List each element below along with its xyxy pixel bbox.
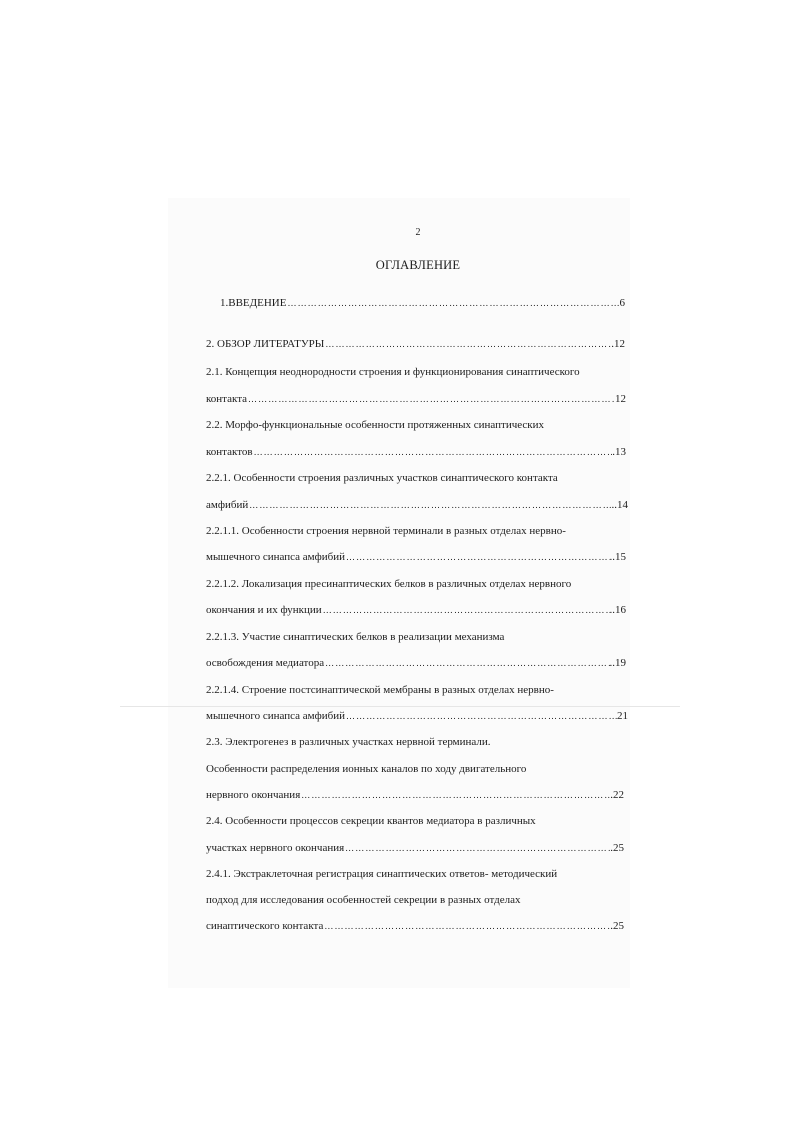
toc-entry-text: окончания и их функции [206,604,322,616]
dot-leader [324,338,611,351]
toc-entry-text: синаптического контакта [206,920,324,932]
toc-entry-text: контакта [206,393,248,405]
toc-entry-2-2-1-4-line1: 2.2.1.4. Строение постсинаптической мембраны в разных отделах нервно- [206,684,554,696]
dot-leader [247,393,615,406]
toc-title: ОГЛАВЛЕНИЕ [375,258,461,272]
toc-entry-2-3-line3 [206,789,624,802]
toc-entry-page: ..14 [611,499,628,511]
toc-entry-text: контактов [206,446,253,458]
toc-entry-2-4-line2 [206,842,624,855]
toc-entry-text: мышечного синапса амфибий [206,710,345,722]
toc-entry-literature-review [206,338,625,351]
toc-entry-page: .12 [611,338,625,350]
toc-entry-2-4-line1: 2.4. Особенности процессов секреции квантов медиатора в различных [206,815,536,827]
dot-leader [322,604,610,617]
dot-leader [323,920,610,933]
toc-entry-2-1-line1: 2.1. Концепция неоднородности строения и функционирования синаптического [206,366,580,378]
toc-entry-2-2-1-4-line2 [206,710,628,723]
toc-entry-2-4-1-line1: 2.4.1. Экстраклеточная регистрация синаптических ответов- методический [206,868,558,880]
toc-entry-text: нервного окончания [206,789,301,801]
dot-leader [300,789,610,802]
toc-entry-2-2-1-3-line1: 2.2.1.3. Участие синаптических белков в реализации механизма [206,631,505,643]
toc-entry-2-2-1-1-line2 [206,551,626,564]
toc-entry-text: амфибий [206,499,249,511]
toc-entry-introduction [220,297,625,310]
toc-entry-2-2-1-2-line1: 2.2.1.2. Локализация пресинаптических белков в различных отделах нервного [206,578,572,590]
toc-entry-2-2-1-line2 [206,499,628,512]
dot-leader [324,657,609,670]
toc-entry-2-2-line1: 2.2. Морфо-функциональные особенности протяженных синаптических [206,419,545,431]
toc-entry-page: ..15 [609,551,626,563]
toc-entry-text: освобождения медиатора [206,657,325,669]
toc-entry-2-1-line2 [206,393,626,406]
toc-entry-page: ..16 [609,604,626,616]
dot-leader [345,551,610,564]
toc-entry-text: участках нервного окончания [206,842,345,854]
dot-leader [253,446,613,459]
dot-leader [248,499,611,512]
toc-entry-page: 12 [615,393,626,405]
toc-entry-2-2-line2 [206,446,626,459]
toc-entry-2-2-1-1-line1: 2.2.1.1. Особенности строения нервной терминали в разных отделах нервно- [206,525,566,537]
dot-leader [345,710,617,723]
toc-entry-2-4-1-line2: подход для исследования особенностей секреции в разных отделах [206,894,521,906]
page-number: 2 [415,227,421,238]
toc-entry-text: 1.ВВЕДЕНИЕ [220,297,287,309]
toc-entry-2-2-1-3-line2 [206,657,626,670]
toc-entry-2-2-1-2-line2 [206,604,626,617]
toc-entry-2-2-1-line1: 2.2.1. Особенности строения различных участков синаптического контакта [206,472,558,484]
toc-entry-text: мышечного синапса амфибий [206,551,345,563]
toc-entry-page: 21 [617,710,628,722]
toc-entry-page: ..19 [609,657,626,669]
toc-entry-page: .13 [612,446,626,458]
dot-leader [344,842,610,855]
toc-entry-page: .25 [610,842,624,854]
toc-entry-2-3-line2: Особенности распределения ионных каналов по ходу двигательного [206,763,527,775]
toc-entry-page: .22 [610,789,624,801]
dot-leader [286,297,619,310]
toc-entry-page: 6 [619,297,625,309]
toc-entry-text: 2. ОБЗОР ЛИТЕРАТУРЫ [206,338,325,350]
scan-artifact-line [120,706,680,707]
toc-entry-page: .25 [610,920,624,932]
toc-entry-2-4-1-line3 [206,920,624,933]
toc-entry-2-3-line1: 2.3. Электрогенез в различных участках нервной терминали. [206,736,491,748]
